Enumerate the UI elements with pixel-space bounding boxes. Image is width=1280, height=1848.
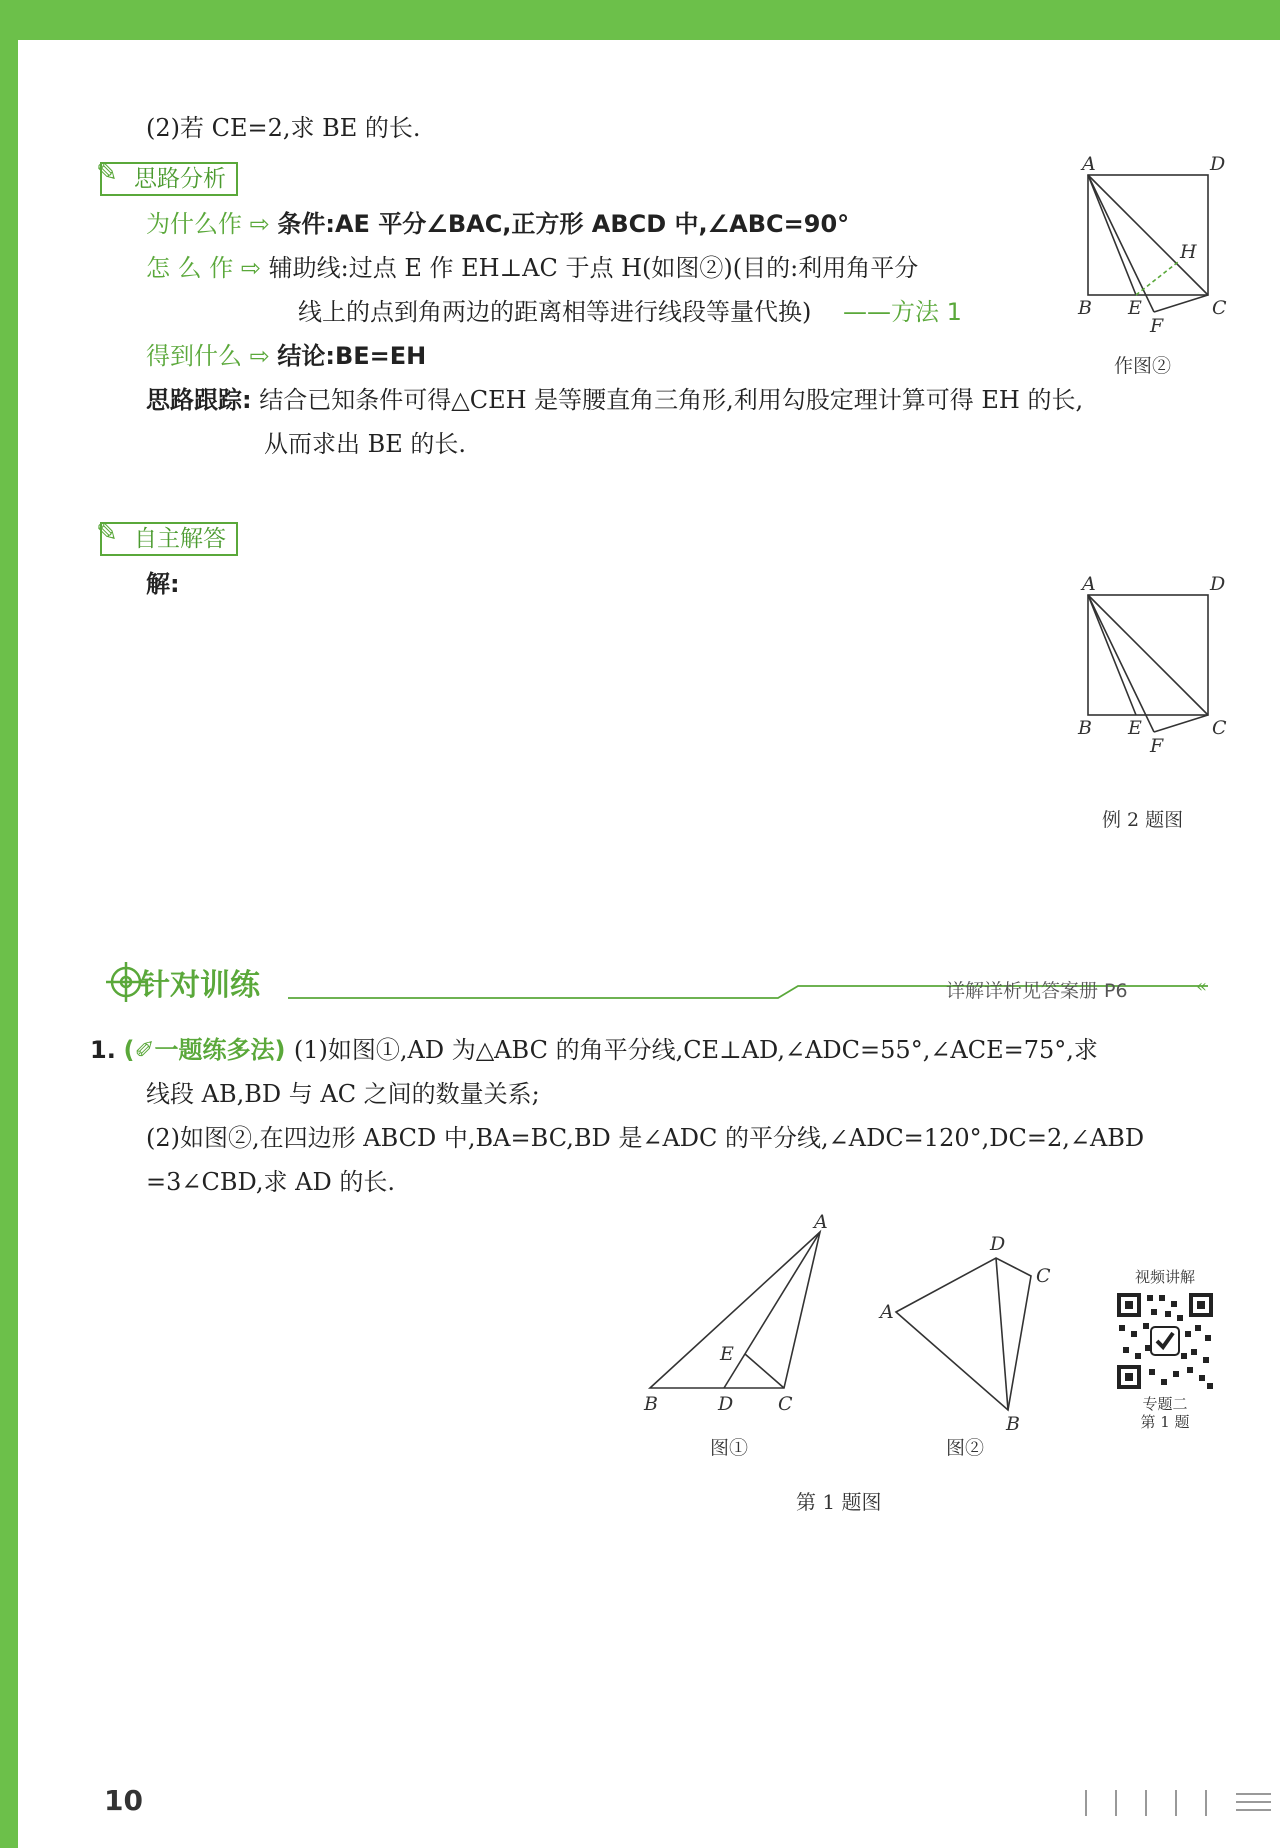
label-f: F [1150,315,1164,337]
why-row: 为什么作 ⇨ 条件:AE 平分∠BAC,正方形 ABCD 中,∠ABC=90° [146,210,850,238]
segment-ae [1088,595,1136,715]
how-text-1: 辅助线:过点 E 作 EH⊥AC 于点 H(如图②)(目的:利用角平分 [268,254,919,282]
caption-example-2: 例 2 题图 [1102,809,1184,831]
triangle-abc [650,1232,820,1388]
figure-1 [628,1210,848,1470]
segment-af [1088,595,1154,732]
segment-fc [1154,715,1208,732]
page-edge-marks [1076,1786,1276,1826]
problem-number: 1. [90,1036,116,1064]
arrow-icon: ⇨ [249,210,270,238]
track-text-2: 从而求出 BE 的长. [264,430,467,458]
problem-1-line-1: 1. (✐一题练多法) (1)如图①,AD 为△ABC 的角平分线,CE⊥AD,∠ADC=55°,∠ACE=75°,求 [90,1036,1098,1064]
figure-zuotu-2 [1058,150,1248,390]
how-row-2 [298,294,962,330]
problem-1-line-4: =3∠CBD,求 AD 的长. [146,1168,395,1196]
caption-figure-2: 图② [946,1437,985,1459]
segment-bd [996,1258,1008,1410]
figure-2 [866,1230,1066,1470]
label-f: F [1150,735,1164,757]
label-c: C [1212,297,1227,319]
label-d: D [1210,573,1226,595]
segment-eh [1136,262,1178,295]
label-b: B [1078,717,1092,739]
analysis-tag: ✎ 思路分析 [100,162,238,196]
pencil-icon: ✎ [96,518,118,548]
label-a: A [880,1301,894,1323]
page [18,40,1280,1848]
label-c: C [1212,717,1227,739]
get-row: 得到什么 ⇨ 结论:BE=EH [146,342,427,370]
page-number: 10 [104,1784,143,1817]
segment-fc [1154,295,1208,312]
double-chevron-icon: « [1196,976,1208,997]
figure-group-caption: 第 1 题图 [796,1490,882,1514]
answer-tag: ✎ 自主解答 [100,522,238,556]
track-row: 思路跟踪: 结合已知条件可得△CEH 是等腰直角三角形,利用勾股定理计算可得 EH 的长, [146,386,1084,414]
quadrilateral-abcd [896,1258,1031,1410]
why-text: 条件:AE 平分∠BAC,正方形 ABCD 中,∠ABC=90° [277,210,850,238]
caption-zuotu-2: 作图② [1114,355,1172,377]
figure-example-2 [1058,570,1248,840]
qr-caption-2: 第 1 题 [1140,1413,1190,1431]
label-b: B [1006,1413,1020,1435]
qr-code-icon[interactable] [1115,1291,1215,1391]
pen-icon: ✐ [134,1036,155,1064]
video-qr-block[interactable] [1110,1266,1220,1431]
label-c: C [778,1393,793,1415]
label-e: E [1128,297,1142,319]
how-text-2: 线上的点到角两边的距离相等进行线段等量代换) [298,298,812,326]
segment-ae [1088,175,1136,295]
segment-ad [724,1232,820,1388]
segment-ce [745,1354,784,1388]
answer-reference: 详解详析见答案册 P6 [946,980,1128,1002]
label-d: D [990,1233,1006,1255]
arrow-icon: ⇨ [249,342,270,370]
training-title: 针对训练 [140,968,260,1003]
qr-title: 视频讲解 [1134,1268,1195,1286]
arrow-icon: ⇨ [240,254,262,282]
method-tag: (✐一题练多法) [123,1036,286,1064]
question-2-line: (2)若 CE=2,求 BE 的长. [146,114,421,142]
method-label: ——方法 1 [843,298,962,326]
answer-jie: 解: [146,570,180,598]
label-d: D [718,1393,734,1415]
label-b: B [644,1393,658,1415]
label-e: E [1128,717,1142,739]
label-e: E [720,1343,734,1365]
segment-ac [1088,175,1208,295]
segment-af [1088,175,1154,312]
segment-ac [1088,595,1208,715]
label-d: D [1210,153,1226,175]
how-row: 怎 么 作 ⇨ 辅助线:过点 E 作 EH⊥AC 于点 H(如图②)(目的:利用角平分 [146,254,919,282]
label-a: A [814,1211,828,1233]
label-a: A [1082,153,1096,175]
get-text: 结论:BE=EH [277,342,427,370]
label-b: B [1078,297,1092,319]
caption-figure-1: 图① [710,1437,749,1459]
problem-1-line-2: 线段 AB,BD 与 AC 之间的数量关系; [146,1080,540,1108]
pencil-icon: ✎ [96,158,118,188]
label-c: C [1036,1265,1051,1287]
qr-caption-1: 专题二 [1142,1395,1188,1413]
label-a: A [1082,573,1096,595]
problem-1-line-3: (2)如图②,在四边形 ABCD 中,BA=BC,BD 是∠ADC 的平分线,∠ADC=120°,DC=2,∠ABD [146,1124,1145,1152]
track-text-1: 结合已知条件可得△CEH 是等腰直角三角形,利用勾股定理计算可得 EH 的长, [259,386,1084,414]
label-h: H [1180,241,1197,263]
